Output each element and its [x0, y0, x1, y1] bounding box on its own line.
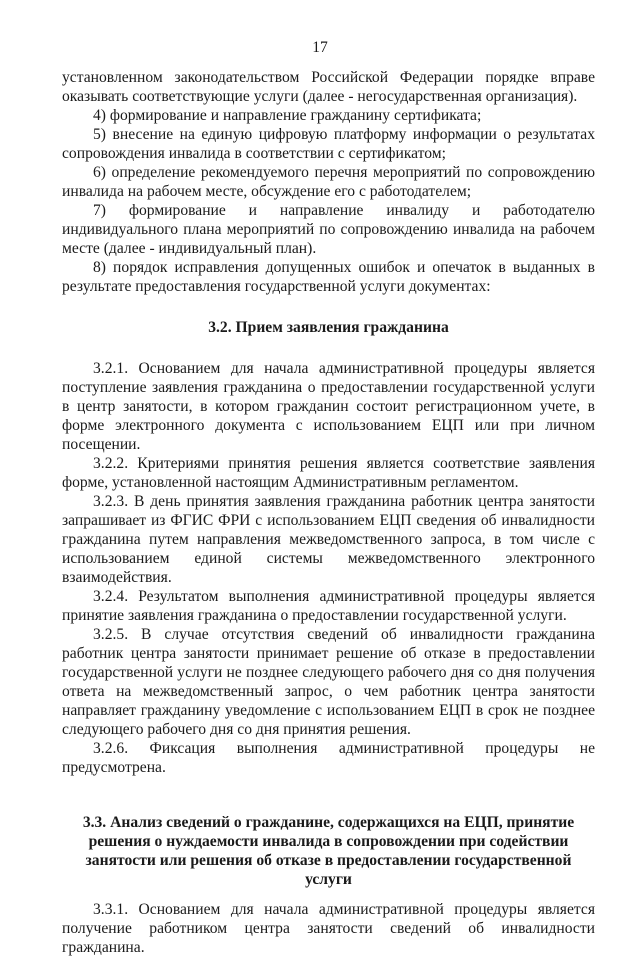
paragraph-3-2-5: 3.2.5. В случае отсутствия сведений об инвалидности гражданина работник центра занятости принимает решение об отказе в предоставлении государственной услуги не позднее следующего рабочего дня со дня получения ответа на межведомственный запрос, о чем работник центра занятости направляет гражданину уведомление с использованием ЕЦП в срок не позднее следующего рабочего дня со дня принятия решения. [62, 626, 595, 738]
paragraph-3-2-1: 3.2.1. Основанием для начала административной процедуры является поступление заявления гражданина о предоставлении государственной услуги в центр занятости, в котором гражданин состоит регистрационном учете, в форме электронного документа с использованием ЕЦП или при личном посещении. [62, 360, 595, 453]
section-heading-3-3: 3.3. Анализ сведений о гражданине, содержащихся на ЕЦП, принятие решения о нуждаемости инвалида в сопровождении при содействии занятости или решения об отказе в предоставлении государственной услуги [82, 814, 575, 888]
paragraph-3-3-1: 3.3.1. Основанием для начала административной процедуры является получение работником центра занятости сведений об инвалидности гражданина. [62, 901, 595, 956]
list-item-4: 4) формирование и направление гражданину сертификата; [93, 107, 482, 124]
list-item-7: 7) формирование и направление инвалиду и работодателю индивидуального плана мероприятий по сопровождению инвалида на рабочем месте (далее - индивидуальный план). [62, 202, 595, 257]
page-number: 17 [312, 39, 328, 56]
list-item-6: 6) определение рекомендуемого перечня мероприятий по сопровождению инвалида на рабочем месте, обсуждение его с работодателем; [62, 164, 595, 200]
list-item-8: 8) порядок исправления допущенных ошибок и опечаток в выданных в результате предоставления государственной услуги документах: [62, 259, 595, 295]
paragraph-3-2-4: 3.2.4. Результатом выполнения административной процедуры является принятие заявления гражданина о предоставлении государственной услуги. [62, 588, 595, 624]
paragraph-3-2-2: 3.2.2. Критериями принятия решения является соответствие заявления форме, установленной настоящим Административным регламентом. [62, 455, 595, 491]
list-item-5: 5) внесение на единую цифровую платформу информации о результатах сопровождения инвалида в соответствии с сертификатом; [62, 126, 595, 162]
paragraph-3-2-6: 3.2.6. Фиксация выполнения административной процедуры не предусмотрена. [62, 740, 595, 776]
document-body [62, 68, 595, 957]
paragraph-3-2-3: 3.2.3. В день принятия заявления гражданина работник центра занятости запрашивает из ФГИС ФРИ с использованием ЕЦП сведения об инвалидности гражданина путем направления межведомственного запроса, в том числе с использованием единой системы межведомственного электронного взаимодействия. [62, 493, 595, 586]
paragraph-continuation: установленном законодательством Российской Федерации порядке вправе оказывать соответствующие услуги (далее - негосударственная организация). [62, 69, 595, 105]
section-heading-3-2: 3.2. Прием заявления гражданина [208, 319, 449, 336]
